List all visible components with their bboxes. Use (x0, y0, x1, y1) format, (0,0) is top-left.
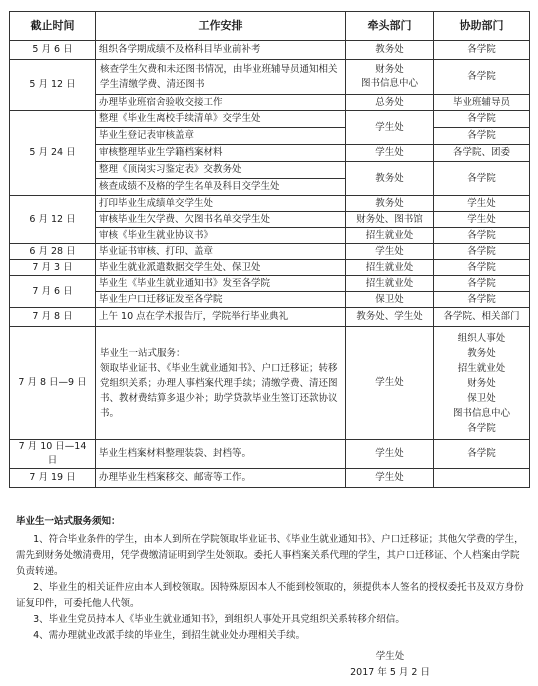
task-cell (96, 327, 346, 440)
table-row (10, 327, 530, 440)
table-row (10, 196, 530, 212)
assist-line: 图书信息中心 (452, 407, 510, 419)
task-cell: 核查成绩不及格的学生名单及科目交学生处 (96, 179, 346, 196)
assist-line: 各学院 (467, 422, 496, 434)
assist-cell: 各学院 (434, 128, 530, 145)
assist-cell: 各学院 (434, 111, 530, 128)
lead-cell: 教务处、学生处 (346, 308, 434, 327)
task-cell: 上午 10 点在学术报告厅，学院举行毕业典礼 (96, 308, 346, 327)
lead-cell: 学生处 (346, 244, 434, 260)
task-cell: 审核毕业生欠学费、欠图书名单交学生处 (96, 212, 346, 228)
lead-cell (346, 60, 434, 95)
date-cell: 7 月 8 日 (10, 308, 96, 327)
table-row (10, 469, 530, 488)
lead-cell: 学生处 (346, 327, 434, 440)
notes-title: 毕业生一站式服务须知： (16, 516, 121, 527)
assist-line: 组织人事处 (457, 332, 506, 344)
lead-cell: 学生处 (346, 469, 434, 488)
assist-cell: 各学院 (434, 276, 530, 292)
lead-cell: 招生就业处 (346, 228, 434, 244)
assist-cell: 各学院 (434, 244, 530, 260)
note-item: 3、毕业生党员持本人《毕业生就业通知书》，到组织人事处开具党组织关系转移介绍信。 (33, 614, 405, 625)
date-cell: 7 月 3 日 (10, 260, 96, 276)
task-detail: 领取毕业证书、《毕业生就业通知书》、户口迁移证；转移党组织关系；办理人事档案代理手续；清缴学费、清还图书、教材费结算多退少补；助学贷款毕业生签订还款协议书。 (100, 362, 338, 419)
signature-date: 2017 年 5 月 2 日 (350, 667, 430, 678)
date-cell: 5 月 12 日 (10, 60, 96, 111)
table-row (10, 260, 530, 276)
table-header-row (10, 12, 530, 41)
task-cell: 整理《毕业生离校手续清单》交学生处 (96, 111, 346, 128)
lead-cell: 教务处 (346, 162, 434, 196)
date-cell: 7 月 19 日 (10, 469, 96, 488)
header-deadline: 截止时间 (10, 12, 96, 41)
note-item: 2、毕业生的相关证件应由本人到校领取。因特殊原因本人不能到校领取的，须提供本人签名的授权委托书及双方身份证复印件，可委托他人代领。 (16, 582, 524, 609)
assist-cell: 各学院、团委 (434, 145, 530, 162)
assist-line: 招生就业处 (457, 362, 506, 374)
assist-cell: 各学院 (434, 260, 530, 276)
table-row (10, 308, 530, 327)
task-cell: 办理毕业班宿舍验收交接工作 (96, 95, 346, 111)
table-row (10, 60, 530, 95)
date-cell: 6 月 12 日 (10, 196, 96, 244)
table-row (10, 41, 530, 60)
task-cell: 组织各学期成绩不及格科目毕业前补考 (96, 41, 346, 60)
signature-org: 学生处 (375, 651, 405, 662)
assist-line: 财务处 (467, 377, 496, 389)
table-row (10, 111, 530, 128)
assist-cell: 学生处 (434, 196, 530, 212)
assist-cell: 各学院 (434, 41, 530, 60)
assist-line: 保卫处 (467, 392, 496, 404)
assist-cell: 各学院 (434, 292, 530, 308)
lead-cell: 学生处 (346, 440, 434, 469)
schedule-table (9, 11, 530, 488)
task-cell: 审核《毕业生就业协议书》 (96, 228, 346, 244)
task-cell: 毕业生就业派遣数据交学生处、保卫处 (96, 260, 346, 276)
lead-cell: 教务处 (346, 196, 434, 212)
date-cell: 5 月 6 日 (10, 41, 96, 60)
header-lead: 牵头部门 (346, 12, 434, 41)
date-cell: 7 月 10 日—14 日 (10, 440, 96, 469)
note-item: 1、符合毕业条件的学生，由本人到所在学院领取毕业证书、《毕业生就业通知书》、户口迁移证；其他欠学费的学生，需先到财务处缴清费用，凭学费缴清证明到学生处领取。委托人事档案关系代理的学生，其户口迁移证、个人档案由学院负责转递。 (16, 534, 524, 577)
table-row (10, 440, 530, 469)
lead-cell: 教务处 (346, 41, 434, 60)
lead-cell: 招生就业处 (346, 260, 434, 276)
assist-cell: 各学院 (434, 60, 530, 95)
lead-line: 财务处 (375, 64, 404, 75)
assist-cell: 各学院 (434, 228, 530, 244)
assist-cell (434, 469, 530, 488)
lead-cell: 学生处 (346, 145, 434, 162)
lead-cell: 保卫处 (346, 292, 434, 308)
task-cell: 毕业生《毕业生就业通知书》发至各学院 (96, 276, 346, 292)
task-cell: 毕业生档案材料整理装袋、封档等。 (96, 440, 346, 469)
task-cell: 毕业生户口迁移证发至各学院 (96, 292, 346, 308)
date-cell: 6 月 28 日 (10, 244, 96, 260)
task-cell: 整理《顶岗实习鉴定表》交教务处 (96, 162, 346, 179)
assist-cell: 学生处 (434, 212, 530, 228)
assist-cell (434, 327, 530, 440)
assist-line: 教务处 (467, 347, 496, 359)
date-cell: 7 月 6 日 (10, 276, 96, 308)
task-cell: 打印毕业生成绩单交学生处 (96, 196, 346, 212)
assist-cell: 各学院 (434, 162, 530, 196)
assist-cell: 毕业班辅导员 (434, 95, 530, 111)
table-row (10, 244, 530, 260)
date-cell: 5 月 24 日 (10, 111, 96, 196)
lead-cell: 招生就业处 (346, 276, 434, 292)
assist-cell: 各学院 (434, 440, 530, 469)
lead-line: 图书信息中心 (360, 78, 418, 89)
task-cell: 毕业生登记表审核盖章 (96, 128, 346, 145)
service-notes (16, 514, 524, 644)
header-task: 工作安排 (96, 12, 346, 41)
task-cell: 办理毕业生档案移交、邮寄等工作。 (96, 469, 346, 488)
date-cell: 7 月 8 日—9 日 (10, 327, 96, 440)
task-cell: 核查学生欠费和未还图书情况，由毕业班辅导员通知相关学生清缴学费、清还图书 (96, 60, 346, 95)
table-row (10, 276, 530, 292)
note-item: 4、需办理就业改派手续的毕业生，到招生就业处办理相关手续。 (33, 630, 306, 641)
lead-cell: 学生处 (346, 111, 434, 145)
lead-cell: 财务处、图书馆 (346, 212, 434, 228)
task-heading: 毕业生一站式服务： (100, 347, 186, 359)
signature-block (350, 649, 430, 681)
task-cell: 毕业证书审核、打印、盖章 (96, 244, 346, 260)
lead-cell: 总务处 (346, 95, 434, 111)
header-assist: 协助部门 (434, 12, 530, 41)
assist-cell: 各学院、相关部门 (434, 308, 530, 327)
task-cell: 审核整理毕业生学籍档案材料 (96, 145, 346, 162)
